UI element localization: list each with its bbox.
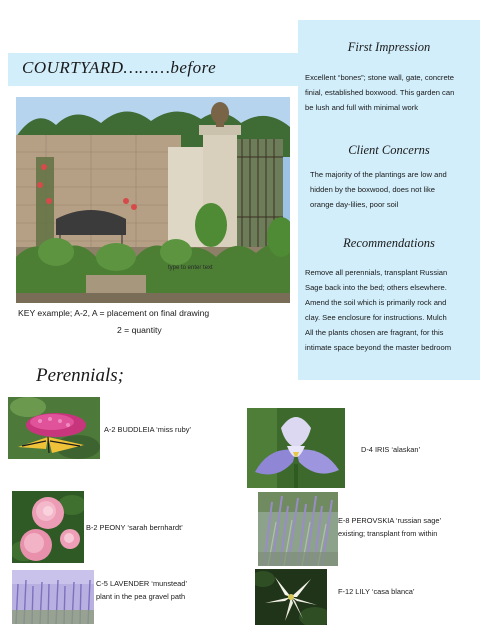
- recommendations-line: All the plants chosen are fragrant, for this: [305, 328, 444, 337]
- lavender-photo: [12, 570, 94, 624]
- client-concerns-heading: Client Concerns: [348, 143, 430, 157]
- plant-note-perovskia: existing; transplant from within: [338, 529, 438, 538]
- iris-photo: [247, 408, 345, 488]
- buddleia-photo: [8, 397, 100, 459]
- recommendations-text: [305, 265, 477, 355]
- recommendations-line: intimate space beyond the master bedroom: [305, 343, 452, 352]
- page-title: COURTYARD………before: [22, 58, 217, 77]
- recommendations-line: Remove all perennials, transplant Russian: [305, 268, 448, 277]
- plant-label-peony: B-2 PEONY ‘sarah bernhardt’: [86, 523, 183, 532]
- perovskia-photo: [258, 492, 338, 566]
- key-line-1: KEY example; A-2, A = placement on final drawing: [18, 308, 210, 318]
- first-impression-text: [305, 70, 477, 115]
- plant-label-lavender: [96, 577, 187, 603]
- photo-caption: type to enter text: [168, 265, 213, 271]
- recommendations-line: Amend the soil which is primarily rock and: [305, 298, 447, 307]
- perennials-heading: Perennials;: [36, 365, 124, 386]
- peony-photo: [12, 491, 84, 563]
- lily-photo: [255, 569, 327, 625]
- courtyard-photo: [16, 97, 290, 303]
- client-concerns-line: The majority of the plantings are low and: [310, 170, 447, 179]
- plant-label-buddleia: A-2 BUDDLEIA ‘miss ruby’: [104, 425, 192, 434]
- plant-name-lavender: C-5 LAVENDER ‘munstead’: [96, 579, 188, 588]
- client-concerns-line: orange day-lilies, poor soil: [310, 200, 399, 209]
- recommendations-line: Sage back into the bed; others elsewhere.: [305, 283, 447, 292]
- recommendations-heading: Recommendations: [343, 236, 435, 250]
- plant-name-perovskia: E-8 PEROVSKIA ‘russian sage’: [338, 516, 442, 525]
- client-concerns-line: hidden by the boxwood, does not like: [310, 185, 435, 194]
- first-impression-line: Excellent “bones”; stone wall, gate, concrete: [305, 73, 455, 82]
- first-impression-heading: First Impression: [347, 40, 431, 54]
- first-impression-line: be lush and full with minimal work: [305, 103, 419, 112]
- key-line-2: 2 = quantity: [117, 325, 162, 335]
- client-concerns-text: [310, 167, 482, 212]
- plant-label-lily: F-12 LILY ‘casa blanca’: [338, 587, 415, 596]
- plant-label-iris: D-4 IRIS ‘alaskan’: [361, 445, 421, 454]
- recommendations-line: clay. See enclosure for instructions. Mulch: [305, 313, 447, 322]
- plant-label-perovskia: [338, 514, 441, 540]
- first-impression-line: finial, established boxwood. This garden can: [305, 88, 455, 97]
- plant-note-lavender: plant in the pea gravel path: [96, 592, 186, 601]
